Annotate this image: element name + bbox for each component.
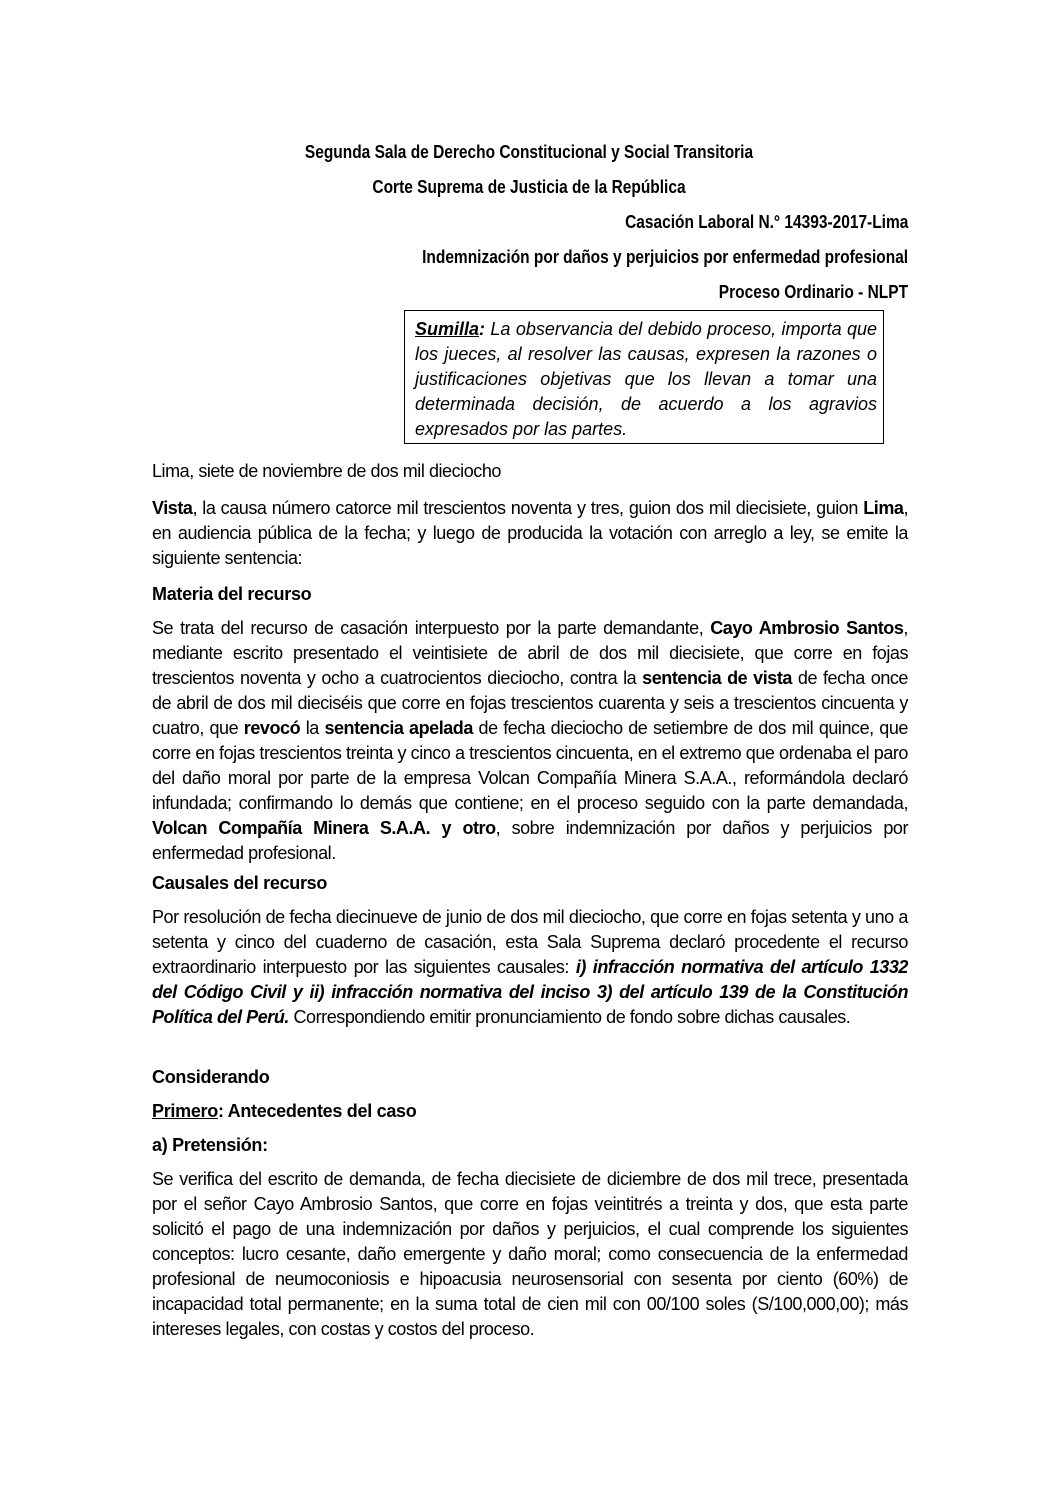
materia-text-3: de fecha once de abril de dos mil dieciséis que corre en fojas trescientos cuarenta y seis a trescientos cincuenta y cuatro, que [152,668,908,738]
materia-bold-2: sentencia de vista [642,668,792,688]
causales-text-2: Correspondiendo emitir pronunciamiento de fondo sobre dichas causales. [288,1007,851,1027]
materia-text-5: de fecha dieciocho de setiembre de dos mil quince, que corre en fojas trescientos treinta y cinco a trescientos cincuenta, en el extremo que ordenaba el paro del daño moral por parte de la empresa Volcan Compañía Minera S.A.A., reformándola declaró infundada; confirmando lo demás que contiene; en el proceso seguido con la parte demandada, [152,718,908,813]
fecha-line: Lima, siete de noviembre de dos mil dieciocho [152,461,501,481]
materia-bold-4: sentencia apelada [324,718,473,738]
header-materia: Indemnización por daños y perjuicios por enfermedad profesional [422,247,908,267]
considerando-heading: Considerando [152,1067,270,1087]
materia-bold-3: revocó [243,718,301,738]
materia-text-6: , sobre indemnización por daños y perjuicios por enfermedad profesional. [152,818,909,863]
header-proceso: Proceso Ordinario - NLPT [718,282,908,302]
causales-paragraph [152,905,908,1030]
pretension-heading: a) Pretensión: [152,1135,268,1155]
header-sala: Segunda Sala de Derecho Constitucional y Social Transitoria [304,142,754,162]
vista-text-2: , en audiencia pública de la fecha; y luego de producida la votación con arreglo a ley, se emite la siguiente sentencia: [152,498,908,568]
primero-rest: : Antecedentes del caso [217,1101,417,1121]
header-corte: Corte Suprema de Justicia de la República [372,177,686,197]
primero-label: Primero [152,1101,218,1121]
causales-heading: Causales del recurso [152,873,328,893]
causales-bold-italic: i) infracción normativa del artículo 1332 del Código Civil y ii) infracción normativa del inciso 3) del artículo 139 de la Constitución Política del Perú. [152,957,908,1027]
vista-paragraph [152,496,908,571]
vista-bold: Vista [152,498,193,518]
sumilla-text: La observancia del debido proceso, importa que los jueces, al resolver las causas, expresen la razones o justificaciones objetivas que los llevan a tomar una determinada decisión, de acuerdo a los agravios expresados por las partes. [415,319,877,439]
header-casacion: Casación Laboral N.° 14393-2017-Lima [624,212,908,232]
primero-heading [152,1100,416,1122]
sumilla-box [404,310,884,444]
causales-text-1: Por resolución de fecha diecinueve de junio de dos mil dieciocho, que corre en fojas setenta y uno a setenta y cinco del cuaderno de casación, esta Sala Suprema declaró procedente el recurso extraordinario interpuesto por las siguientes causales: [152,907,908,977]
materia-text-2: , mediante escrito presentado el veintisiete de abril de dos mil diecisiete, que corre en fojas trescientos noventa y ocho a cuatrocientos dieciocho, contra la [152,618,908,688]
materia-text-4: la [300,718,325,738]
pretension-paragraph: Se verifica del escrito de demanda, de fecha diecisiete de diciembre de dos mil trece, presentada por el señor Cayo Ambrosio Santos, que corre en fojas veintitrés a treinta y dos, que esta parte solicitó el pago de una indemnización por daños y perjuicios, el cual comprende los siguientes conceptos: lucro cesante, daño emergente y daño moral; como consecuencia de la enfermedad profesional de neumoconiosis e hipoacusia neurosensorial con sesenta por ciento (60%) de incapacidad total permanente; en la suma total de cien mil con 00/100 soles (S/100,000,00); más intereses legales, con costas y costos del proceso. [152,1169,908,1339]
materia-heading: Materia del recurso [152,584,312,604]
sumilla-colon: : [479,319,486,339]
materia-paragraph [152,616,908,866]
materia-text-1: Se trata del recurso de casación interpuesto por la parte demandante, [152,618,711,638]
sumilla-label: Sumilla [415,319,480,339]
materia-bold-5: Volcan Compañía Minera S.A.A. y otro [152,818,496,838]
materia-bold-1: Cayo Ambrosio Santos [710,618,904,638]
vista-text-1: , la causa número catorce mil trescientos noventa y tres, guion dos mil diecisiete, guion [192,498,864,518]
vista-lima: Lima [863,498,904,518]
